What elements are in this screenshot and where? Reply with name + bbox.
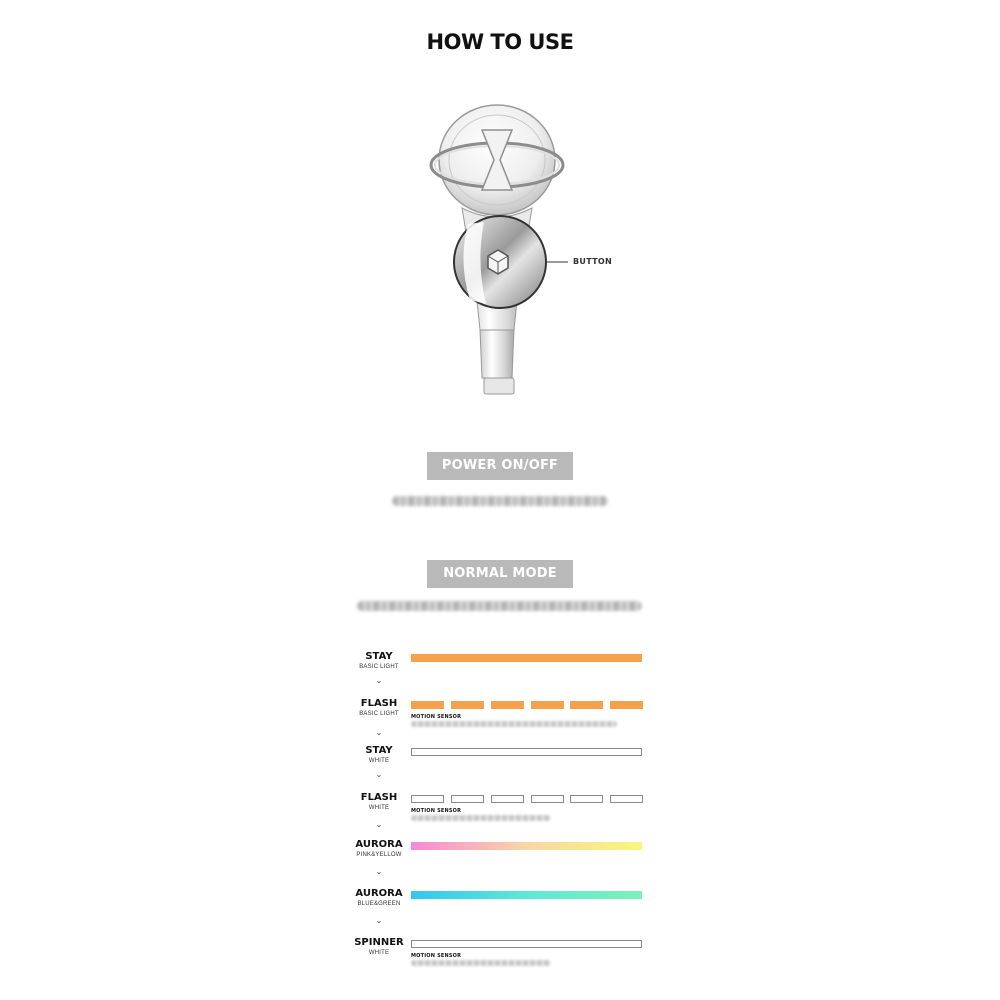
- mode-row-stay-basic: [340, 651, 660, 697]
- light-segment: [570, 795, 603, 803]
- mode-row-spinner-white: [340, 937, 660, 983]
- mode-name: AURORA: [355, 839, 403, 850]
- light-bar: [411, 842, 642, 850]
- mode-row-flash-white: [340, 792, 660, 838]
- power-description-blurred: [392, 496, 608, 506]
- chevron-down-icon: ⌄: [375, 676, 383, 685]
- mode-name: AURORA: [355, 888, 403, 899]
- motion-sensor-label: MOTION SENSOR: [411, 714, 462, 720]
- mode-name: FLASH: [360, 698, 398, 709]
- mode-name: SPINNER: [354, 937, 404, 948]
- light-segment: [451, 795, 484, 803]
- mode-name: FLASH: [360, 792, 398, 803]
- mode-row-aurora-pink-yellow: [340, 839, 660, 885]
- light-segment: [531, 795, 564, 803]
- mode-name: STAY: [365, 651, 393, 662]
- power-section-badge: POWER ON/OFF: [427, 452, 573, 480]
- mode-sub: BLUE&GREEN: [357, 901, 401, 907]
- mode-row-flash-basic: [340, 698, 660, 744]
- page-title: HOW TO USE: [426, 30, 574, 54]
- mode-sub: PINK&YELLOW: [356, 852, 402, 858]
- spinner-description-blurred: [411, 960, 551, 966]
- flash-white-description-blurred: [411, 815, 551, 821]
- light-segment: [570, 701, 603, 709]
- chevron-down-icon: ⌄: [375, 728, 383, 737]
- button-icon: [488, 250, 508, 274]
- chevron-down-icon: ⌄: [375, 770, 383, 779]
- motion-sensor-label: MOTION SENSOR: [411, 808, 462, 814]
- chevron-down-icon: ⌄: [375, 916, 383, 925]
- button-label: BUTTON: [573, 257, 612, 266]
- mode-sub: BASIC LIGHT: [359, 664, 399, 670]
- mode-row-aurora-blue-green: [340, 888, 660, 934]
- chevron-down-icon: ⌄: [375, 820, 383, 829]
- normal-description-blurred: [357, 601, 642, 611]
- light-bar: [411, 748, 642, 756]
- light-segment: [531, 701, 564, 709]
- light-segment: [491, 701, 524, 709]
- light-segment: [411, 795, 444, 803]
- chevron-down-icon: ⌄: [375, 867, 383, 876]
- light-segment: [491, 795, 524, 803]
- normal-mode-section-badge: NORMAL MODE: [427, 560, 573, 588]
- mode-row-stay-white: [340, 745, 660, 791]
- light-segment: [610, 701, 643, 709]
- mode-name: STAY: [365, 745, 393, 756]
- lightstick-image: [0, 0, 1000, 420]
- flash-description-blurred: [411, 721, 617, 727]
- light-bar: [411, 940, 642, 948]
- mode-sub: BASIC LIGHT: [359, 711, 399, 717]
- light-segment: [411, 701, 444, 709]
- light-segment: [610, 795, 643, 803]
- light-segment: [451, 701, 484, 709]
- lightstick-illustration: [0, 0, 1000, 420]
- mode-sub: WHITE: [368, 950, 390, 956]
- light-bar: [411, 891, 642, 899]
- mode-sub: WHITE: [368, 805, 390, 811]
- light-bar: [411, 654, 642, 662]
- motion-sensor-label: MOTION SENSOR: [411, 953, 462, 959]
- mode-sub: WHITE: [368, 758, 390, 764]
